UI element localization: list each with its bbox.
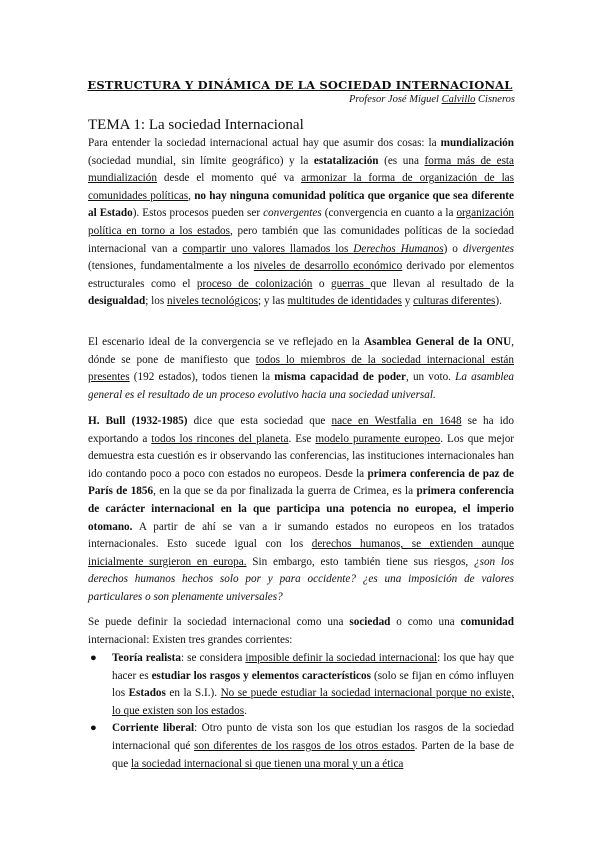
text-run: dice que esta sociedad que xyxy=(187,415,332,427)
text-run: y xyxy=(401,295,414,308)
paragraph xyxy=(88,334,514,404)
text-run: A partir de ahí se van a ir sumando estados no europeos en los tratados internacionales. Esto sucede igual con los xyxy=(88,520,514,551)
text-run: internacional: Existen tres grandes corrientes: xyxy=(88,633,293,646)
text-run: multitudes de identidades xyxy=(287,295,402,308)
text-run: . Los que mejor demuestra esta cuestión es ir observando las conferencias, las instituciones internacionales han ido contando poco a poco con estados no europeos. Desde la xyxy=(88,432,515,480)
text-run: o como una xyxy=(390,616,461,628)
text-run: imposible definir la sociedad internacional xyxy=(245,652,438,664)
author-line xyxy=(349,94,515,105)
text-run: desigualdad xyxy=(88,295,146,308)
text-run: todos los rincones del planeta xyxy=(151,432,289,445)
text-run: Estados xyxy=(128,687,166,700)
text-run: ). xyxy=(495,295,502,308)
text-run: Asamblea General de la ONU xyxy=(364,336,512,348)
text-run: , pero también que las comunidades políticas de la sociedad internacional van a xyxy=(88,224,514,255)
author-prefix: Profesor José Miguel xyxy=(348,94,442,105)
text-run: en la S.I.). xyxy=(165,687,221,700)
text-run: niveles tecnológicos xyxy=(166,295,259,308)
text-run: compartir uno valores llamados los xyxy=(182,242,354,255)
text-run: derechos humanos, se extienden aunque inicialmente surgieron en europa. xyxy=(88,538,514,568)
text-run: H. Bull (1932-1985) xyxy=(88,415,188,427)
text-run: ). Estos procesos pueden ser xyxy=(132,207,264,220)
text-run: (solo se fijan en cómo influyen los xyxy=(112,669,514,700)
text-run: (es una xyxy=(378,154,425,167)
text-run: ; los xyxy=(145,295,167,308)
text-run: (192 estados), todos tienen la xyxy=(129,371,275,384)
text-run: estudiar los rasgos y elementos característicos xyxy=(151,669,371,682)
paragraph xyxy=(88,614,514,649)
text-run: o xyxy=(312,277,331,290)
text-run: culturas diferentes xyxy=(413,295,496,308)
text-run: Teoría realista xyxy=(112,652,181,664)
text-run: : los que hay que hacer es xyxy=(112,652,515,682)
text-run: Para entender la sociedad internacional actual hay que asumir dos cosas: la xyxy=(88,137,441,149)
text-run: divergentes xyxy=(462,242,515,255)
text-run: El escenario ideal de la convergencia se ve reflejado en la xyxy=(88,336,365,348)
text-run: : se considera xyxy=(180,652,246,664)
text-run: organización política en torno a los estados xyxy=(88,207,515,237)
text-run: niveles de desarrollo económico xyxy=(253,260,403,273)
text-run: sociedad xyxy=(349,616,391,628)
document-title: ESTRUCTURA Y DINÁMICA DE LA SOCIEDAD INTERNACIONAL xyxy=(87,78,513,92)
bullet-item xyxy=(88,650,514,720)
text-run: (sociedad mundial, sin límite geográfico) y la xyxy=(88,154,314,167)
text-run: armonizar la forma de organización de las comunidades políticas xyxy=(88,172,514,202)
text-run: mundialización xyxy=(440,137,514,149)
text-run: proceso de colonización xyxy=(196,277,313,290)
text-run: No se puede estudiar la sociedad internacional porque no existe, lo que existen son los estados xyxy=(112,687,514,717)
text-run: Corriente liberal xyxy=(112,722,195,735)
text-run: modelo puramente europeo xyxy=(315,432,441,445)
paragraph xyxy=(88,413,514,607)
text-run: nace en Westfalia en 1648 xyxy=(331,415,462,427)
text-run: La asamblea general es el resultado de un proceso evolutivo hacia una sociedad universal. xyxy=(88,371,514,401)
paragraph xyxy=(88,135,514,311)
text-run: que llevan al resultado de la xyxy=(370,277,515,290)
text-run: (tensiones, fundamentalmente a los xyxy=(88,260,254,273)
text-run: forma más de esta mundialización xyxy=(88,154,514,185)
text-run: se ha ido exportando a xyxy=(88,415,514,445)
text-run: . Ese xyxy=(288,432,316,445)
text-run: ¿son los derechos humanos hechos solo por y para occidente? ¿es una imposición de valores particulares o son plenamente universales? xyxy=(88,555,514,603)
bullet-text xyxy=(112,722,514,769)
text-run: ; y las xyxy=(258,295,288,308)
text-run: son diferentes de los rasgos de los otros estados xyxy=(194,739,415,752)
text-run: , un voto. xyxy=(406,371,456,384)
text-run: Se puede definir la sociedad internacional como una xyxy=(88,616,350,628)
text-run: estatalización xyxy=(313,154,379,167)
text-run: derivado por elementos estructurales como el xyxy=(88,260,514,290)
text-run: Derechos Humanos xyxy=(353,242,444,255)
text-run: guerras xyxy=(330,277,371,290)
text-run: no hay ninguna comunidad política que organice que sea diferente al Estado xyxy=(88,189,514,220)
text-run: primera conferencia de carácter internacional en la que participa una potencia no europea, el imperio otomano. xyxy=(88,485,515,533)
author-suffix: Cisneros xyxy=(475,94,515,105)
text-run: la sociedad internacional si que tienen una moral y un a ética xyxy=(130,757,404,770)
text-run: , xyxy=(188,189,195,202)
text-run: todos lo miembros de la sociedad internacional están presentes xyxy=(88,353,514,384)
bullet-marker: ● xyxy=(90,722,97,735)
text-run: : Otro punto de vista son los que estudian los rasgos de la sociedad internacional qué xyxy=(112,722,515,752)
section-heading: TEMA 1: La sociedad Internacional xyxy=(88,117,304,133)
bullet-text xyxy=(112,652,514,717)
text-run: comunidad xyxy=(460,616,514,628)
text-run: ) o xyxy=(443,242,463,255)
text-run: Sin embargo, esto también tiene sus riesgos, xyxy=(246,555,475,568)
author-underlined: Calvillo xyxy=(441,94,476,105)
text-run: misma capacidad de poder xyxy=(274,371,406,384)
bullet-marker: ● xyxy=(90,652,97,664)
text-run: (convergencia en cuanto a la xyxy=(321,207,457,220)
text-run: . xyxy=(244,704,247,717)
text-run: . Parten de la base de que xyxy=(112,739,514,770)
text-run: , dónde se pone de manifiesto que xyxy=(88,336,515,366)
text-run: , en la que se da por finalizada la guerra de Crimea, es la xyxy=(153,485,417,498)
text-run: desde el momento qué va xyxy=(156,172,302,185)
bullet-list xyxy=(88,650,514,773)
bullet-item xyxy=(88,720,514,773)
text-run: convergentes xyxy=(263,207,322,220)
text-run: primera conferencia de paz de París de 1856 xyxy=(88,467,514,498)
